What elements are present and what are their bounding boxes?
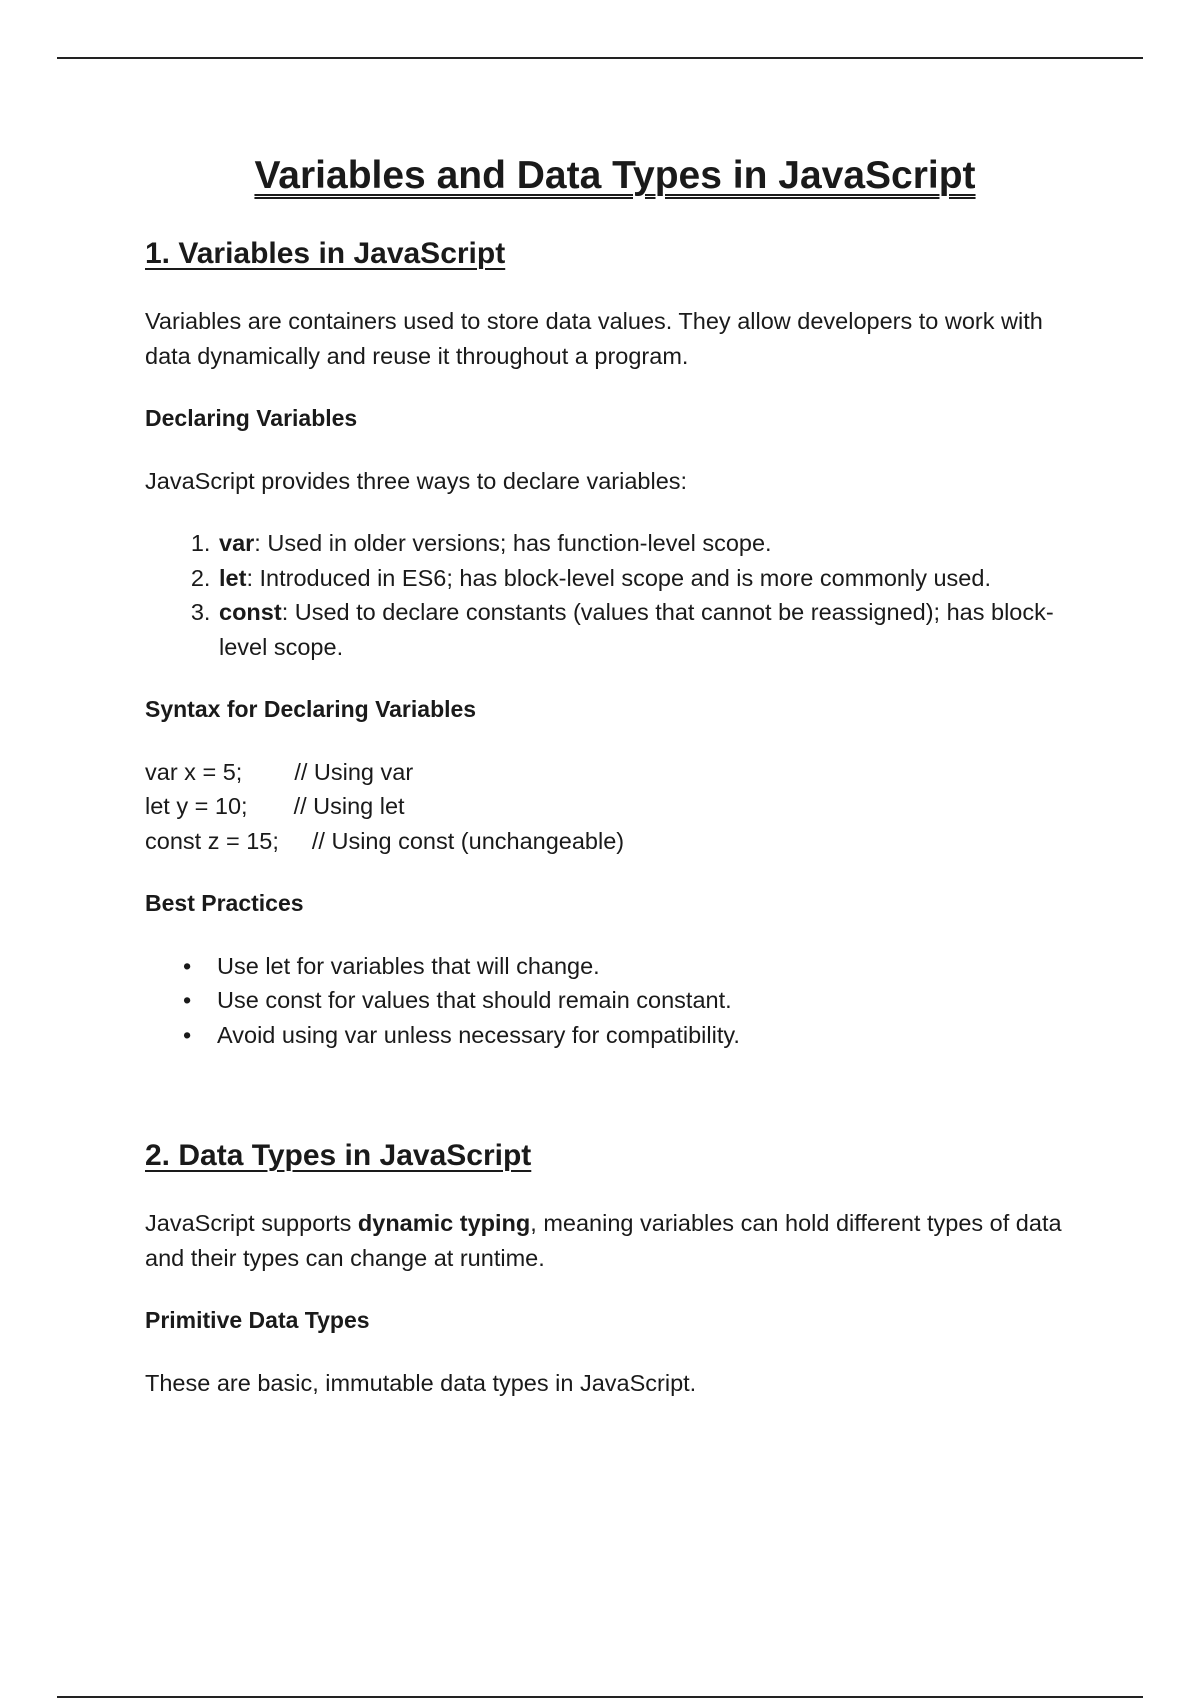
best-practices-list (145, 949, 1085, 1053)
document-title: Variables and Data Types in JavaScript (254, 154, 976, 197)
list-item (217, 595, 1085, 664)
code-comment: // Using var (294, 758, 414, 785)
list-item (183, 983, 1085, 1018)
list-item-text: Use let for variables that will change. (217, 952, 600, 979)
subheading-declaring-variables: Declaring Variables (145, 405, 358, 431)
data-types-intro (145, 1206, 1085, 1275)
bottom-rule (57, 1696, 1143, 1698)
code-line (145, 755, 1085, 790)
keyword-description: : Used in older versions; has function-level scope. (254, 530, 772, 556)
subheading-syntax: Syntax for Declaring Variables (145, 696, 477, 722)
keyword-description: : Used to declare constants (values that cannot be reassigned); has block-level scope. (219, 599, 1054, 660)
keyword: const (219, 599, 282, 625)
primitive-types-text: These are basic, immutable data types in JavaScript. (145, 1369, 697, 1396)
code-comment: // Using let (293, 793, 405, 819)
intro-emphasis: dynamic typing (357, 1210, 531, 1236)
code-line (145, 824, 1085, 859)
bullet-icon: • (183, 1021, 192, 1048)
top-rule (57, 57, 1143, 59)
code-comment: // Using const (unchangeable) (311, 827, 625, 854)
list-item (217, 561, 1085, 596)
list-item (217, 526, 1085, 561)
section-heading-variables: 1. Variables in JavaScript (145, 237, 506, 270)
list-item (183, 1018, 1085, 1053)
section-heading-data-types: 2. Data Types in JavaScript (145, 1139, 532, 1172)
code-statement: const z = 15; (145, 827, 279, 854)
list-item-text: Use const for values that should remain constant. (217, 987, 732, 1013)
bullet-icon: • (183, 952, 192, 979)
document-page (145, 140, 1085, 1400)
declaring-intro: JavaScript provides three ways to declare variables: (145, 467, 688, 494)
intro-suffix: , meaning variables can hold different types of data and their types can change at runtime. (145, 1210, 1062, 1271)
intro-prefix: JavaScript supports (145, 1210, 358, 1236)
list-item (183, 949, 1085, 984)
declaration-keywords-list (145, 526, 1085, 664)
list-item-text: Avoid using var unless necessary for compatibility. (217, 1021, 740, 1048)
code-example (145, 755, 1085, 859)
code-line (145, 789, 1085, 824)
subheading-primitive-types: Primitive Data Types (145, 1307, 370, 1333)
keyword-description: : Introduced in ES6; has block-level scope and is more commonly used. (246, 564, 991, 591)
code-statement: var x = 5; (145, 758, 243, 785)
bullet-icon: • (183, 987, 192, 1013)
code-statement: let y = 10; (145, 793, 248, 819)
keyword: var (219, 530, 255, 556)
keyword: let (219, 564, 247, 591)
variables-intro: Variables are containers used to store data values. They allow developers to work with data dynamically and reuse it throughout a program. (145, 308, 1043, 369)
subheading-best-practices: Best Practices (145, 890, 304, 916)
